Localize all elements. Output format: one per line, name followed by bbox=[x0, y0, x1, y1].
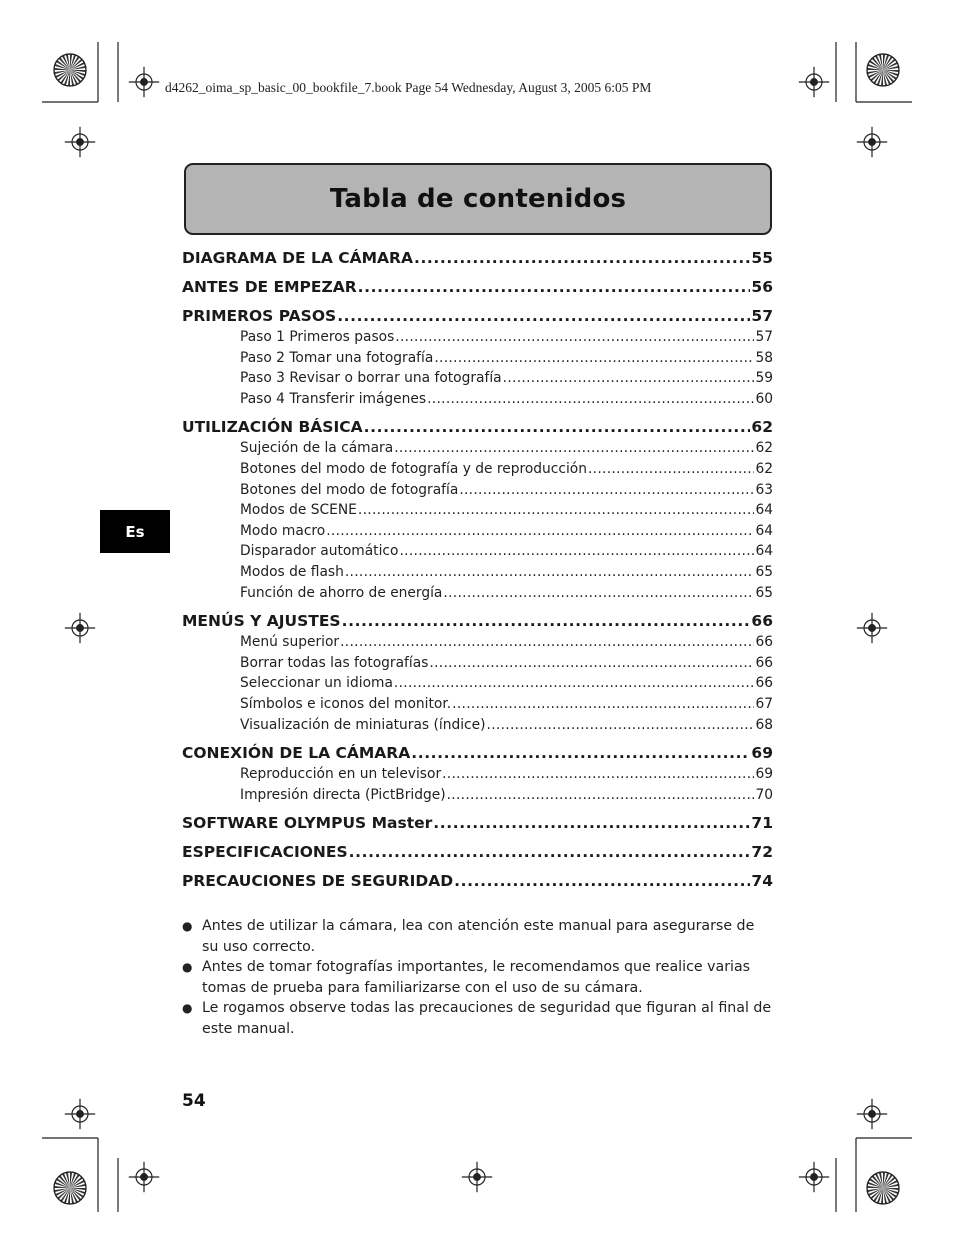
toc-entry-label: DIAGRAMA DE LA CÁMARA bbox=[182, 249, 413, 267]
toc-entry-label: SOFTWARE OLYMPUS Master bbox=[182, 814, 433, 833]
toc-subentry[interactable] bbox=[240, 653, 773, 674]
toc-subentry[interactable] bbox=[240, 785, 773, 806]
toc-subentry-label: Modo macro bbox=[240, 522, 326, 539]
toc-subentry-label: Paso 2 Tomar una fotografía bbox=[240, 349, 434, 366]
toc-entry-label: PRECAUCIONES DE SEGURIDAD bbox=[182, 872, 454, 891]
toc-subentry-label: Paso 1 Primeros pasos bbox=[240, 329, 395, 345]
toc-subentry[interactable] bbox=[240, 327, 773, 348]
toc-subentry[interactable] bbox=[240, 673, 773, 694]
note-item bbox=[182, 998, 774, 1039]
toc-subentry-label: Modos de SCENE bbox=[240, 502, 357, 519]
dot-leader bbox=[340, 632, 754, 653]
toc-subentry-page: 65 bbox=[755, 563, 773, 580]
dot-leader bbox=[394, 438, 754, 459]
toc-subentry-label: Sujeción de la cámara bbox=[240, 440, 394, 457]
dot-leader bbox=[337, 306, 750, 327]
toc-subentry[interactable] bbox=[240, 541, 773, 562]
toc-subentry-label: Botones del modo de fotografía bbox=[240, 481, 459, 498]
dot-leader bbox=[399, 541, 754, 562]
toc-subentry-label: Modos de flash bbox=[240, 563, 344, 580]
toc-entry-page: 66 bbox=[751, 612, 773, 631]
toc-entry[interactable] bbox=[182, 743, 773, 764]
toc-entry-page: 56 bbox=[751, 278, 773, 296]
title-banner bbox=[184, 163, 772, 235]
note-item bbox=[182, 957, 774, 998]
dot-leader bbox=[588, 459, 754, 480]
toc-subentry-page: 67 bbox=[755, 695, 773, 712]
toc-subentry-label: Paso 4 Transferir imágenes bbox=[240, 390, 427, 407]
toc-subentries bbox=[182, 327, 773, 409]
toc-subentry[interactable] bbox=[240, 562, 773, 583]
toc-subentry-label: Función de ahorro de energía bbox=[240, 584, 443, 601]
toc-subentry[interactable] bbox=[240, 500, 773, 521]
toc-section bbox=[182, 743, 773, 805]
dot-leader bbox=[395, 327, 754, 348]
toc-subentry[interactable] bbox=[240, 438, 773, 459]
toc-entry-page: 69 bbox=[751, 744, 773, 763]
toc-entry-label: UTILIZACIÓN BÁSICA bbox=[182, 418, 363, 437]
toc-subentry[interactable] bbox=[240, 715, 773, 736]
dot-leader bbox=[394, 673, 755, 694]
dot-leader bbox=[326, 521, 754, 542]
toc-section bbox=[182, 842, 773, 863]
toc-section bbox=[182, 611, 773, 735]
toc-subentry-page: 69 bbox=[755, 766, 773, 783]
toc-section bbox=[182, 277, 773, 298]
toc-subentry-label: Visualización de miniaturas (índice) bbox=[240, 716, 486, 733]
note-text: Le rogamos observe todas las precauciones de seguridad que figuran al final de este manual. bbox=[202, 1000, 772, 1037]
toc-entry[interactable] bbox=[182, 611, 773, 632]
toc-subentry-page: 68 bbox=[755, 716, 773, 733]
dot-leader bbox=[411, 743, 750, 764]
toc-entry-page: 57 bbox=[751, 307, 773, 325]
toc-subentry-label: Reproducción en un televisor bbox=[240, 766, 442, 783]
language-tab: Es bbox=[100, 510, 170, 553]
toc-subentry-page: 66 bbox=[755, 654, 773, 671]
dot-leader bbox=[503, 368, 755, 389]
page-number: 54 bbox=[182, 1091, 206, 1111]
table-of-contents bbox=[182, 248, 773, 900]
toc-subentry-label: Paso 3 Revisar o borrar una fotografía bbox=[240, 370, 502, 387]
toc-subentry[interactable] bbox=[240, 389, 773, 410]
dot-leader bbox=[358, 277, 751, 298]
toc-entry[interactable] bbox=[182, 248, 773, 269]
dot-leader bbox=[452, 694, 754, 715]
toc-subentry-label: Impresión directa (PictBridge) bbox=[240, 786, 446, 803]
dot-leader bbox=[442, 764, 754, 785]
toc-subentry-page: 59 bbox=[755, 370, 773, 387]
toc-subentry-label: Seleccionar un idioma bbox=[240, 675, 393, 692]
toc-subentry[interactable] bbox=[240, 348, 773, 369]
bullet-icon: ● bbox=[182, 960, 193, 975]
toc-entry-page: 62 bbox=[751, 418, 773, 437]
toc-subentry-label: Símbolos e iconos del monitor. bbox=[240, 695, 452, 712]
toc-section bbox=[182, 417, 773, 603]
toc-subentry[interactable] bbox=[240, 764, 773, 785]
toc-subentry[interactable] bbox=[240, 583, 773, 604]
dot-leader bbox=[414, 248, 750, 269]
toc-subentry-page: 70 bbox=[755, 786, 773, 803]
toc-subentry-page: 63 bbox=[755, 481, 773, 498]
dot-leader bbox=[342, 611, 751, 632]
dot-leader bbox=[427, 389, 754, 410]
toc-subentry-label: Disparador automático bbox=[240, 543, 399, 560]
toc-subentry-label: Borrar todas las fotografías bbox=[240, 654, 429, 671]
toc-subentry[interactable] bbox=[240, 459, 773, 480]
toc-subentry-page: 64 bbox=[755, 543, 773, 560]
note-text: Antes de tomar fotografías importantes, le recomendamos que realice varias tomas de prueba para familiarizarse con el uso de su cámara. bbox=[202, 959, 751, 996]
dot-leader bbox=[349, 842, 751, 863]
notes-list bbox=[182, 916, 774, 1040]
toc-entry[interactable] bbox=[182, 842, 773, 863]
toc-subentry[interactable] bbox=[240, 521, 773, 542]
toc-section bbox=[182, 813, 773, 834]
toc-subentry[interactable] bbox=[240, 632, 773, 653]
print-file-info: d4262_oima_sp_basic_00_bookfile_7.book Page 54 Wednesday, August 3, 2005 6:05 PM bbox=[165, 80, 652, 95]
toc-subentries bbox=[182, 632, 773, 735]
toc-subentry-page: 66 bbox=[755, 634, 773, 651]
toc-entry-label: ANTES DE EMPEZAR bbox=[182, 278, 357, 296]
toc-subentry-page: 64 bbox=[755, 522, 773, 539]
toc-subentry[interactable] bbox=[240, 368, 773, 389]
dot-leader bbox=[454, 871, 750, 892]
toc-subentry-page: 66 bbox=[755, 675, 773, 692]
toc-entry[interactable] bbox=[182, 277, 773, 298]
dot-leader bbox=[447, 785, 755, 806]
toc-subentry-page: 62 bbox=[755, 460, 773, 477]
toc-entry-label: MENÚS Y AJUSTES bbox=[182, 612, 341, 631]
toc-entry[interactable] bbox=[182, 417, 773, 438]
toc-entry[interactable] bbox=[182, 306, 773, 327]
bullet-icon: ● bbox=[182, 1001, 193, 1016]
toc-section bbox=[182, 871, 773, 892]
dot-leader bbox=[487, 715, 755, 736]
dot-leader bbox=[429, 653, 754, 674]
toc-subentry-page: 64 bbox=[755, 502, 773, 519]
page-title: Tabla de contenidos bbox=[329, 184, 627, 214]
dot-leader bbox=[433, 813, 750, 834]
toc-entry-page: 71 bbox=[751, 814, 773, 833]
toc-subentry-label: Botones del modo de fotografía y de reproducción bbox=[240, 460, 587, 477]
toc-section bbox=[182, 248, 773, 269]
toc-entry-page: 55 bbox=[751, 249, 773, 267]
toc-subentry-page: 65 bbox=[755, 584, 773, 601]
toc-entry-label: ESPECIFICACIONES bbox=[182, 843, 348, 862]
dot-leader bbox=[364, 417, 751, 438]
toc-entry-label: PRIMEROS PASOS bbox=[182, 307, 337, 325]
dot-leader bbox=[345, 562, 755, 583]
toc-subentry-label: Menú superior bbox=[240, 634, 340, 651]
dot-leader bbox=[434, 348, 754, 369]
toc-subentry-page: 57 bbox=[755, 329, 773, 345]
toc-subentries bbox=[182, 764, 773, 805]
toc-subentries bbox=[182, 438, 773, 603]
toc-subentry[interactable] bbox=[240, 480, 773, 501]
toc-subentry-page: 60 bbox=[755, 390, 773, 407]
toc-entry[interactable] bbox=[182, 871, 773, 892]
note-text: Antes de utilizar la cámara, lea con atención este manual para asegurarse de su uso correcto. bbox=[202, 918, 755, 955]
note-item bbox=[182, 916, 774, 957]
toc-section bbox=[182, 306, 773, 409]
toc-entry[interactable] bbox=[182, 813, 773, 834]
toc-subentry-page: 58 bbox=[755, 349, 773, 366]
dot-leader bbox=[459, 480, 754, 501]
toc-entry-label: CONEXIÓN DE LA CÁMARA bbox=[182, 744, 411, 763]
toc-subentry[interactable] bbox=[240, 694, 773, 715]
toc-entry-page: 74 bbox=[751, 872, 773, 891]
bullet-icon: ● bbox=[182, 919, 193, 933]
dot-leader bbox=[443, 583, 754, 604]
toc-subentry-page: 62 bbox=[755, 440, 773, 457]
toc-entry-page: 72 bbox=[751, 843, 773, 862]
dot-leader bbox=[358, 500, 755, 521]
